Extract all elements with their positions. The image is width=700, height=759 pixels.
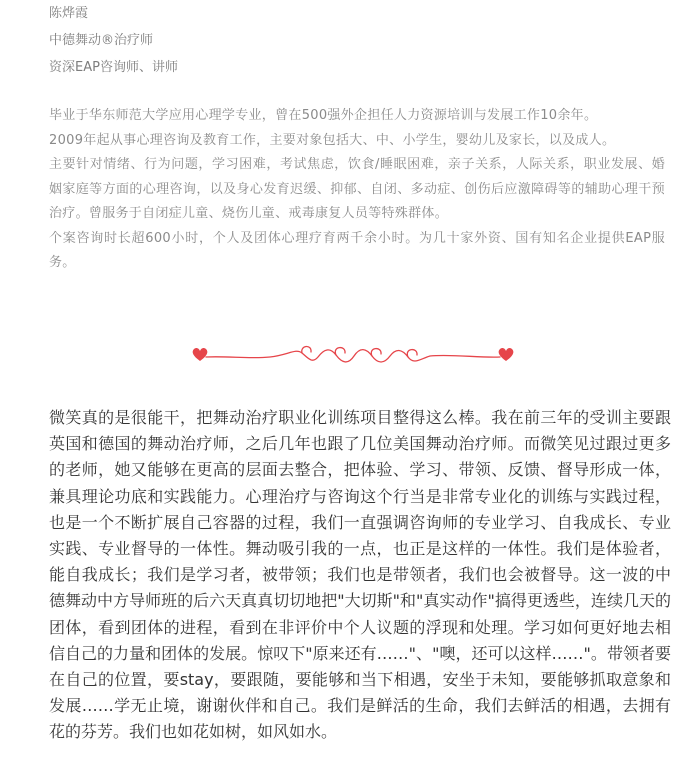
wave-loop — [407, 350, 417, 357]
heart-left-icon — [193, 348, 208, 361]
author-title: 中德舞动®治疗师 — [49, 33, 154, 48]
author-bio — [49, 104, 665, 276]
heart-wave-divider-icon — [190, 339, 516, 375]
wave-loop — [335, 348, 345, 355]
bio-paragraph: 主要针对情绪、行为问题，学习困难，考试焦虑，饮食/睡眠困难，亲子关系，人际关系，职业发展、婚姻家庭等方面的心理咨询，以及身心发育迟缓、抑郁、自闭、多动症、创伤后应激障碍等的辅助心理干预治疗。曾服务于自闭症儿童、烧伤儿童、戒毒康复人员等特殊群体。 — [49, 157, 665, 221]
wave-line — [206, 350, 500, 362]
author-role: 资深EAP咨询师、讲师 — [49, 60, 178, 75]
wave-loop — [302, 346, 311, 353]
bio-paragraph: 毕业于华东师范大学应用心理学专业，曾在500强外企担任人力资源培训与发展工作10余年。 — [49, 108, 598, 123]
testimonial-text: 微笑真的是很能干，把舞动治疗职业化训练项目整得这么棒。我在前三年的受训主要跟英国和德国的舞动治疗师，之后几年也跟了几位美国舞动治疗师。而微笑见过跟过更多的老师，她又能够在更高的层面去整合，把体验、学习、带领、反馈、督导形成一体，兼具理论功底和实践能力。心理治疗与咨询这个行当是非常专业化的训练与实践过程，也是一个不断扩展自己容器的过程，我们一直强调咨询师的专业学习、自我成长、专业实践、专业督导的一体性。舞动吸引我的一点，也正是这样的一体性。我们是体验者，能自我成长；我们是学习者，被带领；我们也是带领者，我们也会被督导。这一波的中德舞动中方导师班的后六天真真切切地把"大切斯"和"真实动作"搞得更透些，连续几天的团体，看到团体的进程，看到在非评价中个人议题的浮现和处理。学习如何更好地去相信自己的力量和团体的发展。惊叹下"原来还有……"、"噢，还可以这样……"。带领者要在自己的位置，要stay，要跟随，要能够和当下相遇，安坐于未知，要能够抓取意象和发展……学无止境，谢谢伙伴和自己。我们是鲜活的生命，我们去鲜活的相遇，去拥有花的芬芳。我们也如花如树，如风如水。 — [49, 408, 671, 742]
bio-paragraph: 2009年起从事心理咨询及教育工作，主要对象包括大、中、小学生，婴幼儿及家长，以及成人。 — [49, 132, 616, 148]
bio-paragraph: 个案咨询时长超600小时，个人及团体心理疗育两千余小时。为几十家外资、国有知名企业提供EAP服务。 — [49, 230, 665, 270]
author-profile — [49, 0, 669, 81]
heart-right-icon — [499, 348, 514, 361]
author-name: 陈烨霞 — [49, 6, 89, 21]
testimonial — [49, 405, 671, 746]
wave-loop — [371, 349, 381, 356]
